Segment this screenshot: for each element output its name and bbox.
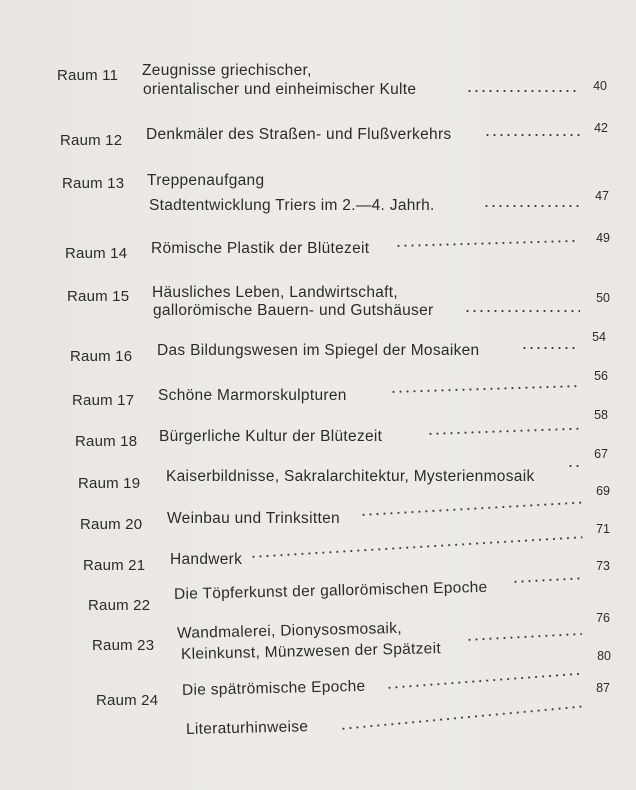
room-label: Raum 23: [92, 637, 155, 654]
page-number: 42: [594, 121, 608, 135]
entry-title-line: Wandmalerei, Dionysosmosaik,: [176, 619, 403, 642]
room-label: Raum 22: [88, 597, 151, 614]
entry-title-line: Kaiserbildnisse, Sakralarchitektur, Mysterienmosaik: [166, 468, 535, 485]
page-number: 58: [594, 408, 608, 422]
page-number: 40: [593, 79, 607, 93]
leader-dots: [386, 672, 584, 690]
room-label: Raum 15: [67, 288, 130, 305]
page-number: 80: [597, 649, 611, 663]
room-label: Raum 24: [96, 692, 159, 709]
leader-dots: [484, 133, 580, 137]
leader-dots: [360, 501, 582, 517]
leader-dots: [567, 464, 581, 468]
room-label: Raum 14: [65, 245, 128, 262]
room-label: Raum 18: [75, 433, 138, 450]
leader-dots: [464, 309, 580, 313]
entry-title-line: Schöne Marmorskulpturen: [158, 387, 347, 404]
entry-title-line: Die spätrömische Epoche: [181, 677, 366, 699]
entry-title-line: Weinbau und Trinksitten: [167, 510, 340, 527]
entry-title-line: Die Töpferkunst der gallorömischen Epoche: [173, 578, 488, 603]
page-number: 71: [596, 522, 610, 536]
leader-dots: [395, 239, 579, 248]
room-label: Raum 17: [72, 392, 135, 409]
leader-dots: [466, 632, 582, 642]
leader-dots: [483, 204, 579, 208]
leader-dots: [250, 535, 583, 559]
leader-dots: [466, 89, 578, 93]
leader-dots: [512, 576, 582, 584]
page-number: 67: [594, 447, 608, 461]
room-label: Raum 16: [70, 348, 133, 365]
page-number: 50: [596, 291, 610, 305]
entry-title-line: Kleinkunst, Münzwesen der Spätzeit: [180, 640, 442, 663]
entry-title-line: orientalischer und einheimischer Kulte: [143, 81, 417, 98]
entry-title-line: Treppenaufgang: [147, 172, 265, 189]
page-number: 54: [592, 330, 606, 344]
page-number: 73: [596, 559, 610, 573]
room-label: Raum 11: [57, 67, 119, 84]
leader-dots: [521, 346, 579, 350]
room-label: Raum 12: [60, 132, 123, 149]
entry-title-line: Häusliches Leben, Landwirtschaft,: [152, 284, 398, 301]
leader-dots: [390, 384, 580, 394]
page-number: 76: [596, 611, 610, 625]
room-label: Raum 19: [78, 475, 141, 492]
entry-title-line: Zeugnisse griechischer,: [142, 62, 312, 79]
entry-title-line: Das Bildungswesen im Spiegel der Mosaiken: [157, 342, 480, 359]
page-number: 56: [594, 369, 608, 383]
room-label: Raum 13: [62, 175, 125, 192]
page-number: 87: [596, 681, 610, 695]
entry-title-line: Stadtentwicklung Triers im 2.—4. Jahrh.: [149, 197, 435, 214]
entry-title-line: Römische Plastik der Blütezeit: [151, 240, 370, 257]
page-number: 49: [596, 231, 610, 245]
entry-title-line: Literaturhinweise: [185, 718, 309, 738]
entry-title-line: Handwerk: [170, 551, 243, 568]
entry-title-line: Bürgerliche Kultur der Blütezeit: [159, 428, 383, 445]
entry-title-line: gallorömische Bauern- und Gutshäuser: [153, 302, 434, 319]
room-label: Raum 21: [83, 557, 146, 574]
page-number: 47: [595, 189, 609, 203]
room-label: Raum 20: [80, 516, 143, 533]
leader-dots: [427, 427, 581, 436]
leader-dots: [340, 704, 583, 731]
entry-title-line: Denkmäler des Straßen- und Flußverkehrs: [146, 126, 452, 143]
page-number: 69: [596, 484, 610, 498]
